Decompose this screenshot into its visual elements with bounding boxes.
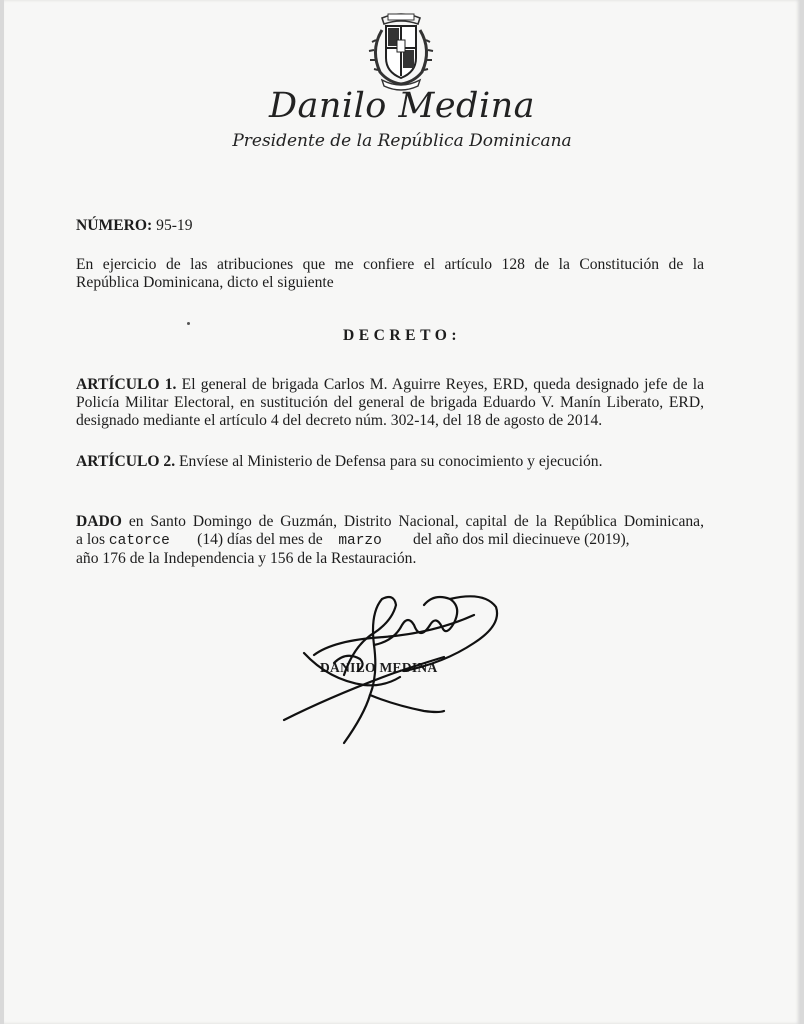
articulo-1-label: ARTÍCULO 1. — [76, 376, 177, 393]
intro-paragraph — [76, 256, 704, 292]
dado-line — [76, 531, 704, 550]
articulo-2 — [76, 453, 704, 471]
articulo-1 — [76, 376, 704, 430]
dado-text: del año dos mil diecinueve (2019), — [413, 531, 630, 548]
articulo-2-label: ARTÍCULO 2. — [76, 453, 176, 470]
dado-paragraph — [76, 513, 704, 568]
coat-of-arms-icon — [360, 10, 442, 94]
dado-label: DADO — [76, 513, 122, 530]
decree-number — [76, 217, 704, 235]
articulo-1-text: El general de brigada Carlos M. Aguirre Reyes, ERD, queda designado jefe de la — [176, 376, 704, 393]
articulo-2-text: Envíese al Ministerio de Defensa para su conocimiento y ejecución. — [175, 453, 603, 470]
dado-text: en Santo Domingo de Guzmán, Distrito Nacional, capital de la República Dominicana, — [121, 513, 704, 530]
intro-line: En ejercicio de las atribuciones que me confiere el artículo 128 de la Constitución de la — [76, 256, 704, 273]
articulo-1-line: designado mediante el artículo 4 del decreto núm. 302-14, del 18 de agosto de 2014. — [76, 412, 603, 429]
decree-number-label: NÚMERO: — [76, 217, 153, 234]
handwritten-signature — [274, 585, 504, 750]
day-word: catorce — [108, 533, 170, 549]
header-title: Presidente de la República Dominicana — [232, 131, 572, 151]
dado-text: a los — [76, 531, 109, 548]
decree-page — [4, 0, 800, 1024]
scan-speck — [187, 322, 190, 325]
month-word: marzo — [338, 533, 382, 549]
dado-line — [76, 513, 704, 531]
dado-line: año 176 de la Independencia y 156 de la Restauración. — [76, 550, 417, 567]
dado-text: (14) días del mes de — [197, 531, 327, 548]
header-name: Danilo Medina — [268, 86, 536, 126]
intro-line: República Dominicana, dicto el siguiente — [76, 274, 334, 291]
decreto-heading: DECRETO: — [342, 327, 462, 344]
decree-number-value: 95-19 — [156, 217, 193, 234]
signature-printed-name: DANILO MEDINA — [320, 660, 438, 675]
articulo-1-line: Policía Militar Electoral, en sustitución del general de brigada Eduardo V. Manín Liberato, ERD, — [76, 394, 704, 411]
articulo-1-line — [76, 376, 704, 394]
